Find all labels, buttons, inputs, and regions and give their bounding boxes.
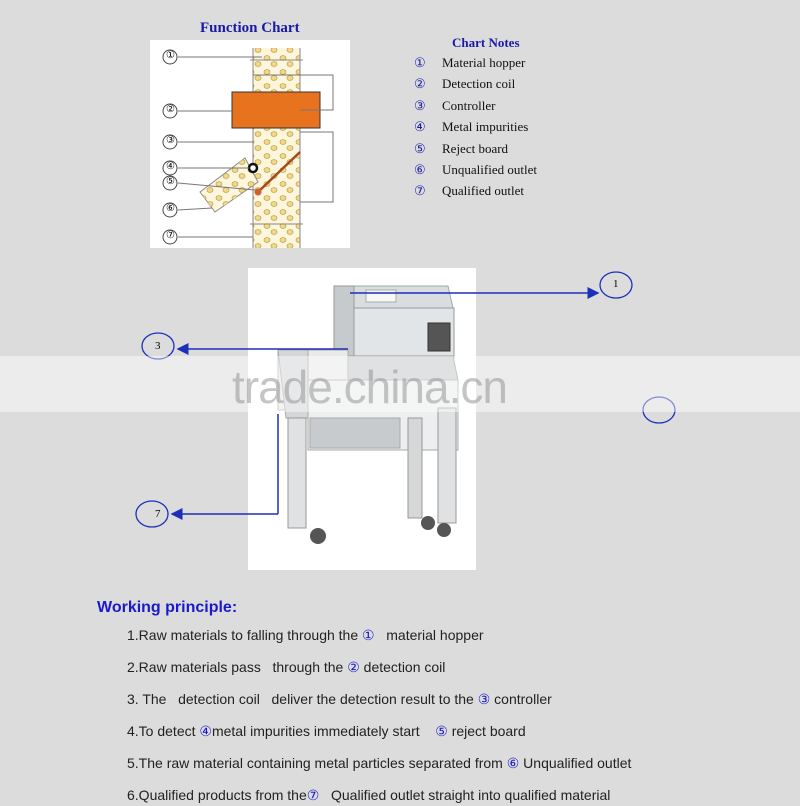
step-text: controller bbox=[490, 691, 552, 707]
working-principle-title: Working principle: bbox=[97, 599, 238, 616]
chart-label-6: ⑥ bbox=[166, 203, 175, 214]
note-text: Unqualified outlet bbox=[442, 162, 537, 177]
chart-notes-title: Chart Notes bbox=[452, 35, 520, 50]
note-num: ④ bbox=[414, 119, 426, 134]
step-text: Qualified outlet straight into qualified material bbox=[319, 787, 611, 803]
note-num: ① bbox=[414, 55, 426, 70]
callout-number-3: 3 bbox=[155, 340, 161, 352]
note-text: Qualified outlet bbox=[442, 183, 524, 198]
function-chart-title: Function Chart bbox=[200, 20, 300, 36]
step-text: 1.Raw materials to falling through the bbox=[127, 627, 363, 643]
callout-circle-7 bbox=[136, 501, 168, 527]
chart-label-5: ⑤ bbox=[166, 176, 175, 187]
note-num: ③ bbox=[414, 98, 426, 113]
chart-label-4: ④ bbox=[166, 161, 175, 172]
chart-label-3: ③ bbox=[166, 135, 175, 146]
principle-step-6 bbox=[127, 787, 610, 804]
principle-step-1 bbox=[127, 627, 484, 644]
note-num: ⑥ bbox=[414, 162, 426, 177]
note-num: ⑤ bbox=[414, 141, 426, 156]
step-text: material hopper bbox=[374, 627, 484, 643]
step-num: ⑥ bbox=[506, 755, 520, 771]
note-num: ② bbox=[414, 76, 426, 91]
step-text: 2.Raw materials pass through the bbox=[127, 659, 348, 675]
step-text: 3. The detection coil deliver the detection result to the bbox=[127, 691, 478, 707]
chart-label-2: ② bbox=[166, 104, 175, 115]
note-text: Reject board bbox=[442, 141, 509, 156]
step-text: 4.To detect bbox=[127, 723, 200, 739]
step-text: metal impurities immediately start bbox=[211, 723, 436, 739]
watermark-text: trade.china.cn bbox=[232, 361, 507, 413]
principle-step-2 bbox=[127, 659, 445, 676]
step-text: 5.The raw material containing metal particles separated from bbox=[127, 755, 507, 771]
step-num: ③ bbox=[477, 691, 491, 707]
note-text: Controller bbox=[442, 98, 496, 113]
note-text: Metal impurities bbox=[442, 119, 529, 134]
note-text: Material hopper bbox=[442, 55, 526, 70]
chart-label-7: ⑦ bbox=[166, 230, 175, 241]
step-num: ① bbox=[362, 627, 375, 643]
callout-number-7: 7 bbox=[155, 508, 161, 520]
step-text: Unqualified outlet bbox=[519, 755, 632, 771]
principle-step-4 bbox=[127, 723, 526, 740]
step-num: ⑤ bbox=[435, 723, 448, 739]
principle-step-5 bbox=[127, 755, 631, 772]
note-text: Detection coil bbox=[442, 76, 516, 91]
step-num: ⑦ bbox=[306, 787, 320, 803]
principle-step-3 bbox=[127, 691, 552, 708]
step-num: ② bbox=[347, 659, 360, 675]
step-text: reject board bbox=[447, 723, 526, 739]
step-num: ④ bbox=[199, 723, 212, 739]
callout-number-1: 1 bbox=[613, 278, 619, 290]
step-text: 6.Qualified products from the bbox=[127, 787, 307, 803]
chart-label-1: ① bbox=[166, 50, 175, 61]
note-num: ⑦ bbox=[414, 183, 426, 198]
step-text: detection coil bbox=[359, 659, 446, 675]
